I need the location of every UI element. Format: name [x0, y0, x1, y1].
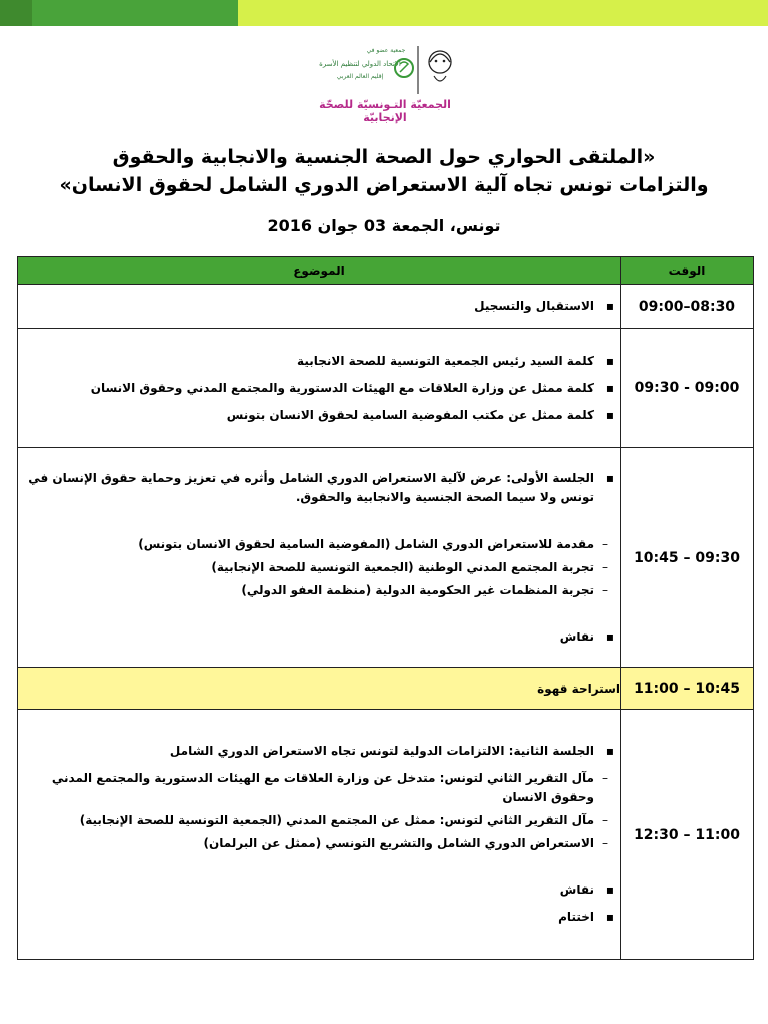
sub-item: – تجربة المجتمع المدني الوطنية (الجمعية التونسية للصحة الإنجابية): [18, 558, 620, 577]
top-bar-green-segment: [32, 0, 238, 26]
table-header-row: [18, 257, 754, 285]
sub-item: – مآل التقرير الثاني لتونس: ممثل عن المجتمع المدني (الجمعية التونسية للصحة الإنجابية): [18, 811, 620, 830]
row-topic: [18, 710, 621, 960]
logo-text-federation: الاتحاد الدولي لتنظيم الأسرة: [319, 60, 401, 68]
discussion-item: ▪ نقاش: [18, 628, 620, 647]
table-row-break: [18, 668, 754, 710]
time-column-header: الوقت: [621, 257, 754, 285]
row-time: 09:00–08:30: [621, 285, 754, 329]
row-time: 11:00 – 10:45: [621, 668, 754, 710]
org-name: الجمعيّة التـونسيّة للصحّة الإنجابيّة: [319, 98, 451, 124]
row-topic: [18, 448, 621, 668]
table-row: [18, 285, 754, 329]
organization-logo: [300, 42, 470, 124]
table-row: [18, 329, 754, 448]
row-time: 10:45 – 09:30: [621, 448, 754, 668]
logo-graphic: [300, 42, 470, 98]
top-bar-dark-segment: [0, 0, 32, 26]
sub-item: – الاستعراض الدوري الشامل والتشريع التونسي (ممثل عن البرلمان): [18, 834, 620, 853]
sub-item: – مقدمة للاستعراض الدوري الشامل (المفوضية السامية لحقوق الانسان بتونس): [18, 535, 620, 554]
agenda-item: ▪ كلمة ممثل عن وزارة العلاقات مع الهيئات الدستورية والمجتمع المدني وحقوق الانسان: [18, 379, 620, 398]
closing-item: ▪ اختتام: [18, 908, 620, 927]
date-place: تونس، الجمعة 03 جوان 2016: [267, 216, 501, 235]
topic-column-header: الموضوع: [18, 257, 621, 285]
agenda-item: ▪ كلمة ممثل عن مكتب المفوضية السامية لحقوق الانسان بتونس: [18, 406, 620, 425]
row-topic: [18, 329, 621, 448]
table-row: [18, 710, 754, 960]
coffee-break: استراحة قهوة: [18, 668, 621, 710]
top-bar-lime-segment: [238, 0, 768, 26]
row-time: 12:30 – 11:00: [621, 710, 754, 960]
logo-text-region: إقليم العالم العربي: [336, 73, 384, 80]
row-topic: [18, 285, 621, 329]
title-line-2: والتزامات تونس تجاه آلية الاستعراض الدوري الشامل لحقوق الانسان»: [59, 174, 709, 196]
title-line-1: «الملتقى الحواري حول الصحة الجنسية والانجابية والحقوق: [112, 146, 656, 168]
table-row: [18, 448, 754, 668]
agenda-table: [17, 256, 754, 960]
session-title: ▪ الجلسة الأولى: عرض لآلية الاستعراض الدوري الشامل وأثره في تعزيز وحماية حقوق الإنسان في تونس ولا سيما الصحة الجنسية والانجابية والحقوق.: [18, 469, 620, 507]
agenda-item: ▪ الاستقبال والتسجيل: [18, 297, 620, 316]
sub-item: – مآل التقرير الثاني لتونس: متدخل عن وزارة العلاقات مع الهيئات الدستورية والمجتمع المدني وحقوق الانسان: [18, 769, 620, 807]
session-title: ▪ الجلسة الثانية: الالتزامات الدولية لتونس تجاه الاستعراض الدوري الشامل: [18, 742, 620, 761]
row-time: 09:30 - 09:00: [621, 329, 754, 448]
agenda-item: ▪ كلمة السيد رئيس الجمعية التونسية للصحة الانجابية: [18, 352, 620, 371]
discussion-item: ▪ نقاش: [18, 881, 620, 900]
sub-item: – تجربة المنظمات غير الحكومية الدولية (منظمة العفو الدولي): [18, 581, 620, 600]
top-color-bar: [0, 0, 768, 26]
logo-text-small: جمعية عضو في: [366, 47, 406, 54]
